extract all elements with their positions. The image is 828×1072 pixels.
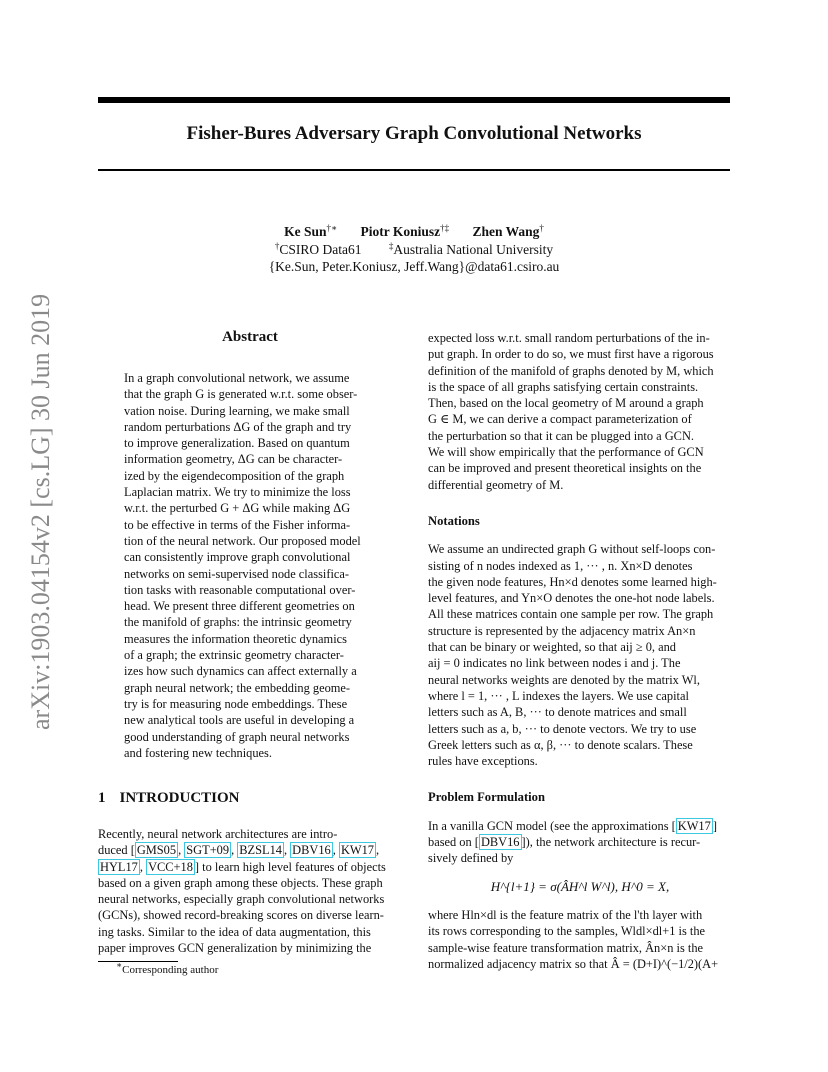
- abstract-line: the manifold of graphs: the intrinsic geometry: [124, 615, 352, 630]
- abstract-line: vation noise. During learning, we make small: [124, 403, 350, 418]
- problem-line: based on [ DBV16 ]), the network architecture is recur-: [428, 835, 701, 850]
- intro-line: paper improves GCN generalization by minimizing the: [98, 941, 372, 956]
- citation-link[interactable]: VCC+18: [148, 859, 193, 874]
- title-bottom-rule: [98, 169, 730, 171]
- problem-formulation-heading: Problem Formulation: [428, 790, 545, 805]
- abstract-line: to be effective in terms of the Fisher informa-: [124, 517, 351, 532]
- intro-heading: [98, 790, 254, 807]
- abstract-line: that the graph G is generated w.r.t. some obser-: [124, 387, 358, 402]
- notations-line: neural networks weights are denoted by the matrix Wl,: [428, 672, 700, 687]
- abstract-line: to improve generalization. Based on quantum: [124, 436, 350, 451]
- intro-line-with-cites: duced [ GMS05 , SGT+09 , BZSL14 , DBV16 , KW17 ,: [98, 843, 380, 858]
- intro-continued-line: G ∈ M, we can derive a compact parameterization of: [428, 412, 692, 427]
- abstract-line: try is for measuring node embeddings. These: [124, 696, 348, 711]
- citation-link[interactable]: KW17: [677, 818, 711, 833]
- footnote-rule: [98, 961, 178, 962]
- abstract-line: w.r.t. the perturbed G + ΔG while making ΔG: [124, 501, 351, 516]
- notations-line: letters such as a, b, ··· to denote vectors. We try to use: [428, 721, 697, 736]
- intro-line: neural networks, especially graph convolutional networks: [98, 892, 385, 907]
- intro-line: Recently, neural network architectures are intro-: [98, 827, 338, 841]
- author-emails: {Ke.Sun, Peter.Koniusz, Jeff.Wang}@data61.csiro.au: [268, 259, 560, 274]
- abstract-line: good understanding of graph neural networks: [124, 729, 350, 744]
- intro-continued-line: put graph. In order to do so, we must first have a rigorous: [428, 347, 714, 362]
- notations-line: All these matrices contain one sample per row. The graph: [428, 607, 714, 622]
- right-column: [428, 330, 732, 972]
- abstract-line: information geometry, ΔG can be character-: [124, 452, 343, 467]
- affiliation-2: ‡Australia National University: [388, 241, 554, 257]
- intro-continued-line: We will show empirically that the performance of GCN: [428, 445, 704, 460]
- abstract-line: In a graph convolutional network, we assume: [124, 371, 350, 385]
- notations-line: letters such as A, B, ··· to denote matrices and small: [428, 705, 687, 720]
- notations-line: that can be binary or weighted, so that aij ≥ 0, and: [428, 640, 677, 655]
- intro-continued-line: the perturbation so that it can be plugged into a GCN.: [428, 428, 694, 443]
- author-3: Zhen Wang†: [472, 223, 544, 239]
- abstract-line: can consistently improve graph convolutional: [124, 550, 351, 565]
- abstract-heading: Abstract: [222, 329, 278, 345]
- citation-link[interactable]: DBV16: [292, 843, 331, 858]
- top-thick-rule: [98, 97, 730, 103]
- abstract-line: new analytical tools are useful in developing a: [124, 713, 355, 728]
- intro-line: ing tasks. Similar to the idea of data augmentation, this: [98, 924, 371, 939]
- problem-line: normalized adjacency matrix so that Â = (D+I)^(−1/2)(A+: [428, 956, 719, 971]
- citation-link[interactable]: BZSL14: [239, 843, 282, 858]
- citation-link[interactable]: HYL17: [100, 859, 138, 874]
- intro-continued-line: can be improved and present theoretical insights on the: [428, 461, 702, 476]
- abstract-line: tion tasks with reasonable computational over-: [124, 582, 356, 597]
- problem-line: its rows corresponding to the samples, Wldl×dl+1 is the: [428, 924, 706, 939]
- problem-line: sively defined by: [428, 851, 514, 866]
- abstract-line: graph neural network; the embedding geome-: [124, 680, 351, 695]
- abstract-line: of a graph; the extrinsic geometry character-: [124, 648, 344, 663]
- affiliation-1: †CSIRO Data61: [274, 241, 362, 257]
- problem-line: sample-wise feature transformation matrix, Ân×n is the: [428, 940, 704, 955]
- problem-line: In a vanilla GCN model (see the approximations [ KW17 ]: [428, 818, 717, 833]
- intro-continued-line: expected loss w.r.t. small random perturbations of the in-: [428, 331, 710, 345]
- affiliations: [98, 242, 730, 258]
- abstract-line: measures the information theoretic dynamics: [124, 631, 347, 646]
- abstract-line: izes how such dynamics can affect externally a: [124, 664, 357, 679]
- abstract-line: ized by the eigendecomposition of the graph: [124, 468, 345, 483]
- citation-link[interactable]: DBV16: [480, 835, 520, 850]
- arxiv-side-stamp: [2, 290, 55, 730]
- notations-line: sisting of n nodes indexed as 1, ··· , n. Xn×D denotes: [428, 558, 693, 573]
- notations-line: We assume an undirected graph G without self-loops con-: [428, 542, 716, 557]
- notations-line: rules have exceptions.: [428, 754, 538, 769]
- intro-continued-line: is the space of all graphs satisfying certain constraints.: [428, 379, 699, 394]
- citation-link[interactable]: KW17: [340, 843, 374, 858]
- abstract-line: networks on semi-supervised node classifica-: [124, 566, 350, 581]
- intro-line: (GCNs), showed record-breaking scores on diverse learn-: [98, 908, 384, 923]
- paper-title: Fisher-Bures Adversary Graph Convolutional Networks: [186, 123, 642, 144]
- intro-body: [98, 826, 404, 956]
- abstract-line: tion of the neural network. Our proposed model: [124, 533, 361, 548]
- notations-line: Greek letters such as α, β, ··· to denote scalars. These: [428, 737, 693, 752]
- citation-link[interactable]: SGT+09: [186, 843, 230, 858]
- intro-line: based on a given graph among these objects. These graph: [98, 875, 383, 890]
- notations-line: structure is represented by the adjacency matrix An×n: [428, 623, 696, 638]
- intro-line-with-cites: HYL17 , VCC+18 ] to learn high level features of objects: [100, 859, 386, 874]
- problem-line: where Hln×dl is the feature matrix of the l'th layer with: [428, 907, 703, 922]
- author-1: Ke Sun†∗: [284, 223, 338, 239]
- intro-continued-line: definition of the manifold of graphs denoted by M, which: [428, 363, 714, 378]
- abstract-line: random perturbations ΔG of the graph and try: [124, 419, 352, 434]
- gcn-equation: H^{l+1} = σ(ÂH^l W^l), H^0 = X,: [490, 878, 670, 894]
- abstract-line: head. We present three different geometries on: [124, 599, 355, 614]
- section-title: INTRODUCTION: [119, 790, 240, 806]
- intro-continued-line: differential geometry of M.: [428, 477, 564, 492]
- notations-line: aij = 0 indicates no link between nodes i and j. The: [428, 656, 681, 671]
- notations-heading: Notations: [428, 513, 480, 528]
- author-2: Piotr Koniusz†‡: [360, 223, 450, 239]
- intro-continued-line: Then, based on the local geometry of M around a graph: [428, 396, 704, 411]
- section-number: 1: [98, 790, 106, 806]
- abstract-line: and fostering new techniques.: [124, 745, 272, 760]
- abstract-line: Laplacian matrix. We try to minimize the loss: [124, 485, 351, 500]
- notations-line: where l = 1, ··· , L indexes the layers. We use capital: [428, 688, 689, 703]
- author-list: [98, 224, 730, 240]
- arxiv-id-text: arXiv:1903.04154v2 [cs.LG] 30 Jun 2019: [26, 293, 55, 730]
- footnote: ∗Corresponding author: [116, 960, 219, 976]
- abstract-body: [124, 370, 376, 761]
- notations-line: the given node features, Hn×d denotes some learned high-: [428, 574, 717, 589]
- notations-line: level features, and Yn×O denotes the one-hot node labels.: [428, 591, 715, 606]
- citation-link[interactable]: GMS05: [136, 843, 177, 858]
